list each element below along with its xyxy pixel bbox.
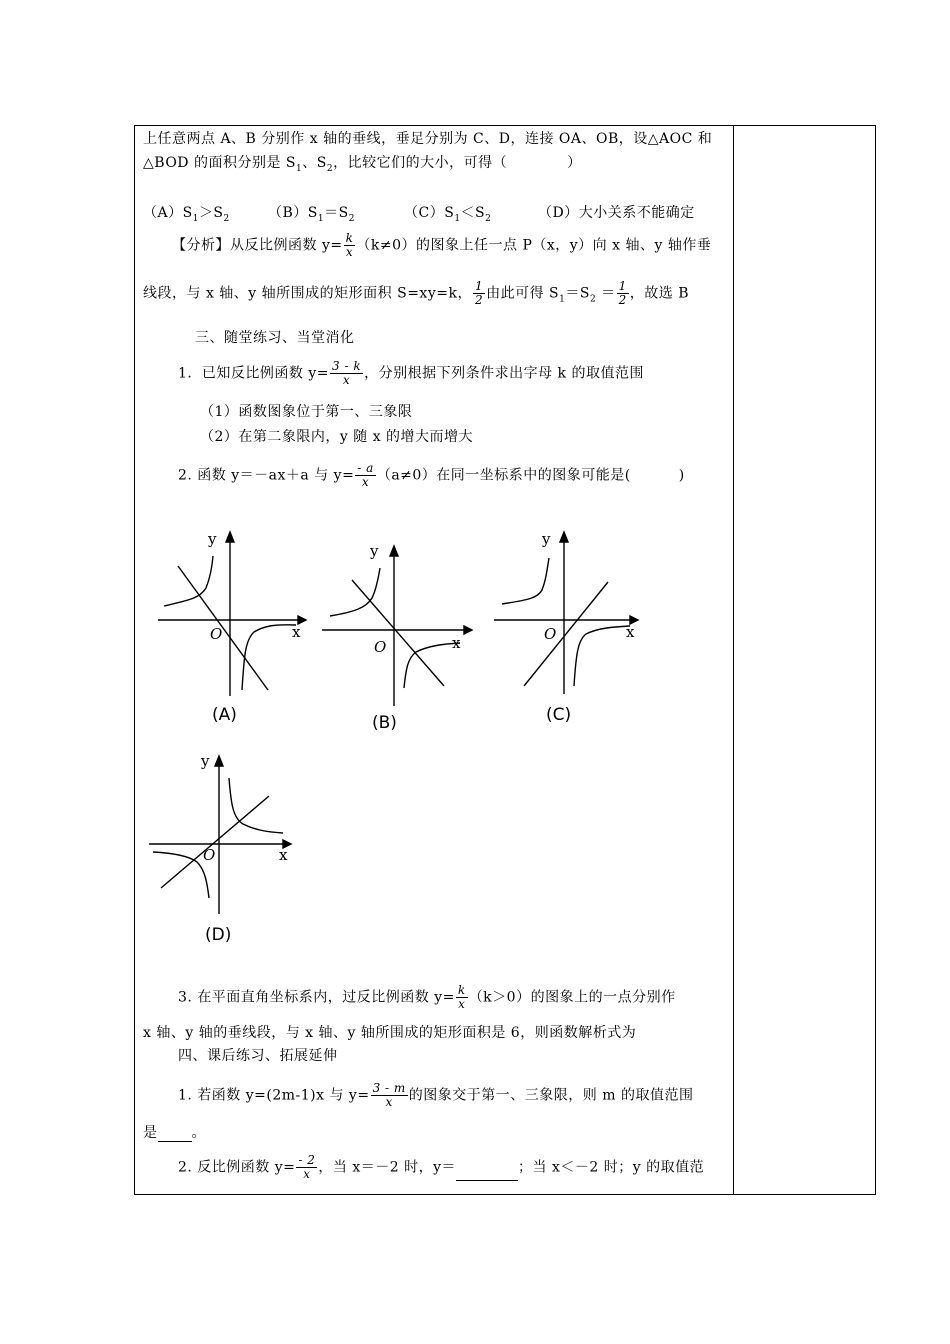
option-c: $(C)S_1<S_2$	[404, 205, 492, 224]
section-title: 三、随堂练习、当堂消化	[195, 330, 355, 346]
option-a: $(A)S_1>S_2$	[143, 205, 230, 224]
origin-label: O	[374, 638, 387, 656]
origin-label: O	[544, 625, 557, 643]
question-text: 3. 在平面直角坐标系内，过反比例函数 y= $\frac{k}{x}$ （k＞0）的图象上的一点分别作	[178, 983, 676, 1011]
analysis-text: 【分析】从反比例函数 y= $\frac{k}{x}$ （k≠0）的图象上任一点 P（x，y）向 x 轴、y 轴作垂	[172, 231, 712, 259]
analysis-text: 线段，与 x 轴、y 轴所围成的矩形面积 S=xy=k， $\frac{1}{2}$ 由此可得 $S_1=S_2$ ＝ $\frac{1}{2}$ ，故选 B	[143, 279, 690, 307]
graph-a	[150, 528, 310, 728]
graph-caption: (C)	[546, 705, 572, 725]
graph-caption: (D)	[205, 925, 232, 945]
graph-c	[490, 528, 650, 728]
fraction: $\frac{3 - k}{x}$	[332, 359, 362, 387]
y-axis-label: y	[201, 752, 210, 770]
question-text: 1. 若函数 y=(2m-1)x 与 y= $\frac{3 - m}{x}$ 的图象交于第一、三象限，则 m 的取值范围	[178, 1081, 694, 1109]
y-axis-label: y	[208, 530, 217, 548]
section-title: 四、课后练习、拓展延伸	[178, 1048, 338, 1064]
question-text: 上任意两点 A、B 分别作 x 轴的垂线，垂足分别为 C、D，连接 OA、OB，设△AOC 和	[143, 131, 713, 147]
graph-caption: (A)	[212, 705, 237, 725]
fraction: $\frac{k}{x}$	[345, 231, 354, 259]
graph-caption: (B)	[372, 713, 397, 733]
x-axis-label: x	[452, 634, 461, 652]
fraction: $\frac{1}{2}$	[474, 279, 484, 307]
graph-d	[143, 748, 303, 948]
answer-blank[interactable]	[158, 1127, 192, 1142]
origin-label: O	[203, 846, 216, 864]
x-axis-label: x	[626, 623, 635, 641]
fraction: $\frac{3 - m}{x}$	[372, 1081, 406, 1109]
fraction: $\frac{- 2}{x}$	[298, 1153, 316, 1181]
fraction: $\frac{- a}{x}$	[357, 461, 374, 489]
x-axis-label: x	[279, 846, 288, 864]
question-text: 是 。	[143, 1125, 206, 1141]
answer-blank[interactable]	[456, 1166, 518, 1181]
graph-b	[318, 536, 478, 736]
question-text: （1）函数图象位于第一、三象限	[200, 404, 413, 420]
fraction: $\frac{1}{2}$	[618, 279, 627, 307]
column-divider	[733, 126, 734, 1194]
y-axis-label: y	[370, 542, 379, 560]
question-text: x 轴、y 轴的垂线段，与 x 轴、y 轴所围成的矩形面积是 6，则函数解析式为	[143, 1025, 637, 1041]
question-text: △BOD 的面积分别是 $S_1$、$S_2$，比较它们的大小，可得（ ）	[143, 155, 582, 174]
fraction: $\frac{k}{x}$	[457, 983, 466, 1011]
x-axis-label: x	[292, 623, 301, 641]
question-text: 1．已知反比例函数 y= $\frac{3 - k}{x}$ ，分别根据下列条件求出字母 k 的取值范围	[178, 359, 644, 387]
question-text: （2）在第二象限内，y 随 x 的增大而增大	[200, 429, 474, 445]
question-text: 2. 函数 y＝－ax＋a 与 y= $\frac{- a}{x}$ （a≠0）在同一坐标系中的图象可能是( )	[178, 461, 685, 489]
option-b: $(B)S_1=S_2$	[268, 205, 355, 224]
y-axis-label: y	[542, 530, 551, 548]
question-text: 2. 反比例函数 y= $\frac{- 2}{x}$ ，当 x＝－2 时，y＝ ；当 x＜－2 时；y 的取值范	[178, 1153, 705, 1181]
origin-label: O	[210, 625, 223, 643]
option-d: （D）大小关系不能确定	[538, 205, 695, 221]
